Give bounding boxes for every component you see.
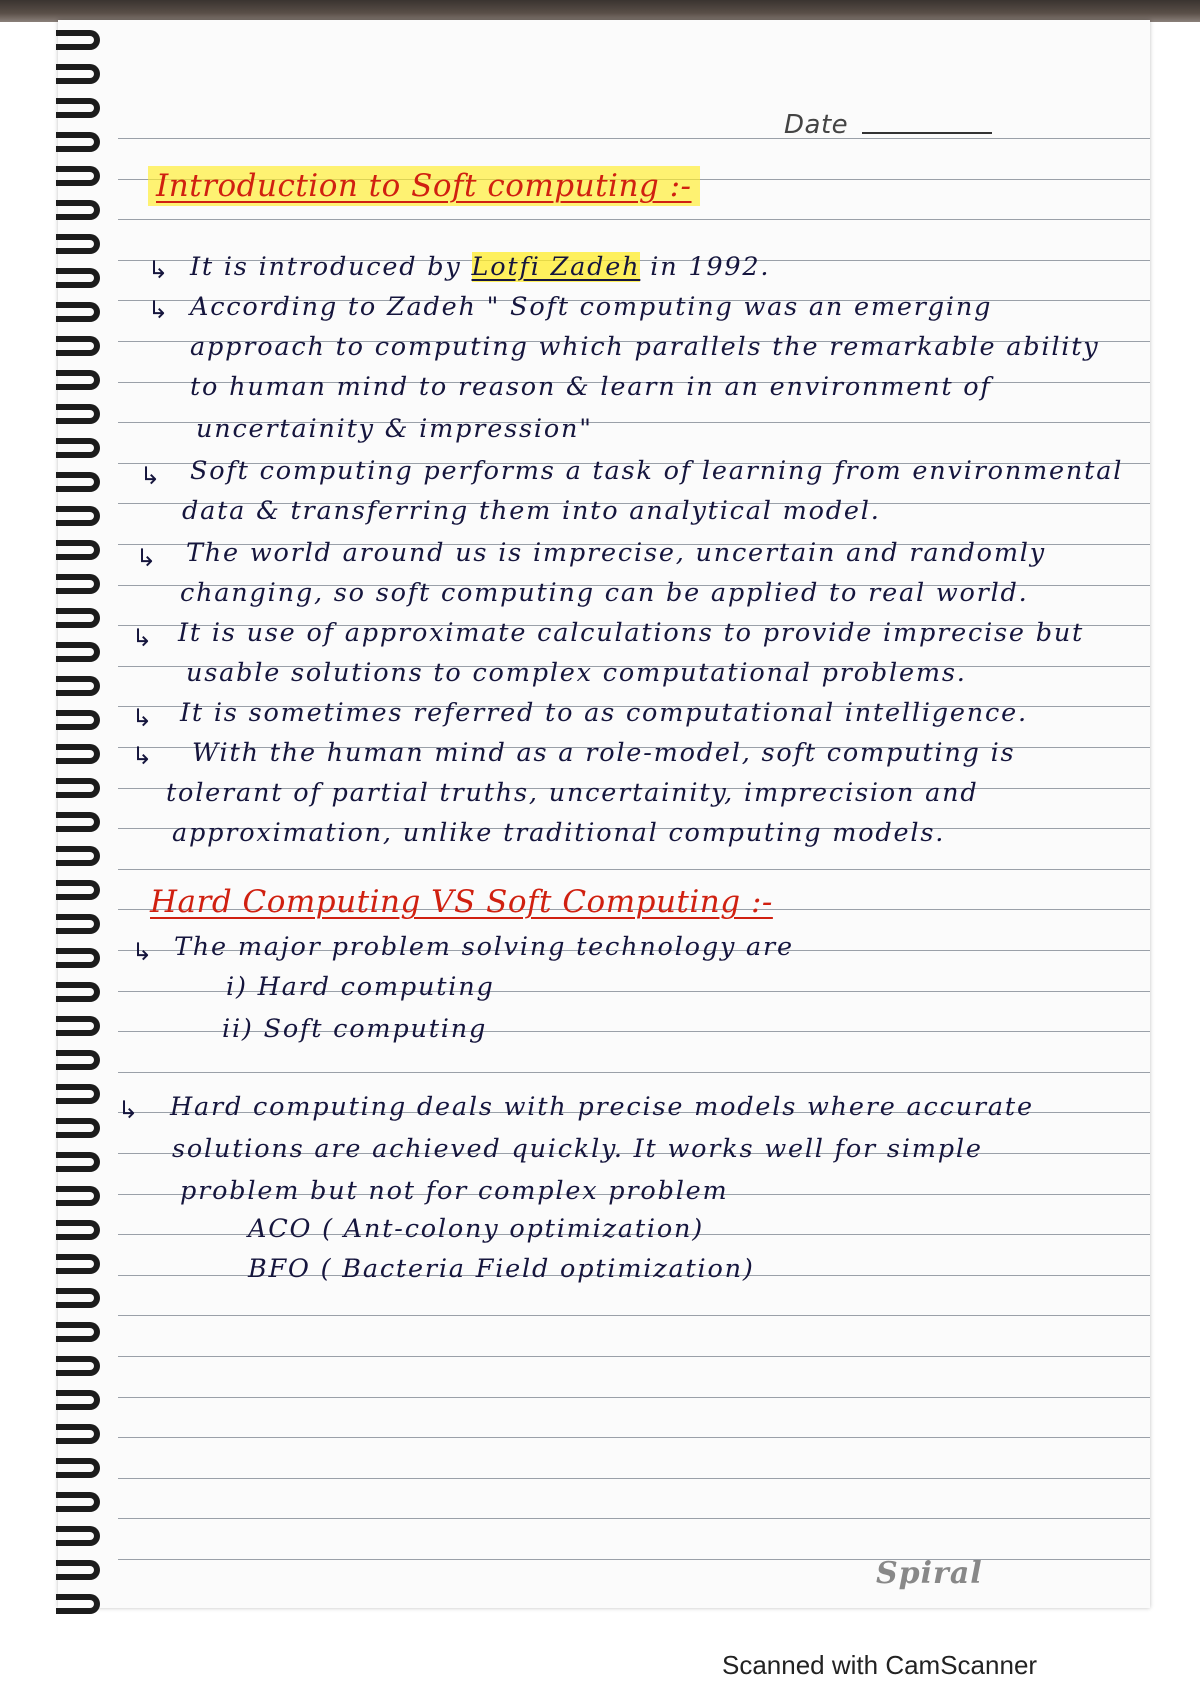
scan-top-edge xyxy=(0,0,1200,22)
bullet-arrow-icon: ↳ xyxy=(136,544,157,572)
spiral-ring xyxy=(56,710,100,730)
spiral-ring xyxy=(56,302,100,322)
spiral-ring xyxy=(56,812,100,832)
spiral-ring xyxy=(56,166,100,186)
ruled-line xyxy=(118,1356,1150,1357)
spiral-ring xyxy=(56,1220,100,1240)
text-line: It is sometimes referred to as computational intelligence. xyxy=(180,698,1028,728)
spiral-ring xyxy=(56,506,100,526)
ruled-line xyxy=(118,1315,1150,1316)
text-line: It is introduced by Lotfi Zadeh in 1992. xyxy=(190,252,771,282)
spiral-ring xyxy=(56,1152,100,1172)
section2-title: Hard Computing VS Soft Computing :- xyxy=(150,884,773,920)
spiral-ring xyxy=(56,1390,100,1410)
list-item: i) Hard computing xyxy=(226,972,495,1002)
spiral-ring xyxy=(56,1526,100,1546)
text-line: tolerant of partial truths, uncertainity, imprecision and xyxy=(166,778,979,808)
spiral-ring xyxy=(56,1322,100,1342)
text-line: Soft computing performs a task of learning from environmental xyxy=(190,456,1124,486)
text-line: BFO ( Bacteria Field optimization) xyxy=(248,1254,755,1284)
spiral-ring xyxy=(56,914,100,934)
spiral-ring xyxy=(56,438,100,458)
list-item: ii) Soft computing xyxy=(222,1014,488,1044)
text-line: With the human mind as a role-model, soft computing is xyxy=(192,738,1016,768)
ruled-line xyxy=(118,1437,1150,1438)
spiral-ring xyxy=(56,880,100,900)
spiral-ring xyxy=(56,336,100,356)
scanner-watermark: Scanned with CamScanner xyxy=(722,1650,1038,1680)
spiral-ring xyxy=(56,370,100,390)
spiral-ring xyxy=(56,1288,100,1308)
spiral-ring xyxy=(56,268,100,288)
text-line: usable solutions to complex computational problems. xyxy=(186,658,967,688)
spiral-ring xyxy=(56,1016,100,1036)
spiral-ring xyxy=(56,1424,100,1444)
bullet-arrow-icon: ↳ xyxy=(148,296,169,324)
text-line: uncertainity & impression" xyxy=(196,414,593,444)
spiral-ring xyxy=(56,608,100,628)
spiral-ring xyxy=(56,1560,100,1580)
ruled-line xyxy=(118,1478,1150,1479)
bullet-arrow-icon: ↳ xyxy=(132,624,153,652)
text-line: problem but not for complex problem xyxy=(180,1176,729,1206)
bullet-arrow-icon: ↳ xyxy=(132,938,153,966)
text-line: approach to computing which parallels the remarkable ability xyxy=(190,332,1100,362)
spiral-ring xyxy=(56,200,100,220)
bullet-arrow-icon: ↳ xyxy=(148,256,169,284)
spiral-ring xyxy=(56,472,100,492)
ruled-line xyxy=(118,1397,1150,1398)
spiral-ring xyxy=(56,1186,100,1206)
spiral-ring xyxy=(56,1084,100,1104)
spiral-ring xyxy=(56,132,100,152)
section1-heading xyxy=(148,168,700,204)
highlighted-name: Lotfi Zadeh xyxy=(471,252,641,282)
section2-heading xyxy=(150,884,773,920)
date-label: Date xyxy=(784,110,849,140)
spiral-ring xyxy=(56,1356,100,1376)
spiral-ring xyxy=(56,540,100,560)
text-line: The major problem solving technology are xyxy=(174,932,794,962)
text-line: The world around us is imprecise, uncertain and randomly xyxy=(186,538,1046,568)
ruled-line xyxy=(118,869,1150,870)
text-line: to human mind to reason & learn in an environment of xyxy=(190,372,992,402)
ruled-line xyxy=(118,1518,1150,1519)
spiral-ring xyxy=(56,1254,100,1274)
spiral-ring xyxy=(56,846,100,866)
ruled-line xyxy=(118,1072,1150,1073)
spiral-binding xyxy=(56,0,116,1698)
spiral-ring xyxy=(56,676,100,696)
text-line: ACO ( Ant-colony optimization) xyxy=(248,1214,704,1244)
bullet-arrow-icon: ↳ xyxy=(118,1096,139,1124)
spiral-ring xyxy=(56,30,100,50)
text-line: According to Zadeh " Soft computing was an emerging xyxy=(190,292,993,322)
text-line: solutions are achieved quickly. It works well for simple xyxy=(172,1134,983,1164)
ruled-line xyxy=(118,138,1150,139)
text-line: Hard computing deals with precise models where accurate xyxy=(170,1092,1034,1122)
spiral-ring xyxy=(56,98,100,118)
spiral-ring xyxy=(56,642,100,662)
spiral-ring xyxy=(56,234,100,254)
spiral-ring xyxy=(56,1050,100,1070)
spiral-ring xyxy=(56,982,100,1002)
section1-title: Introduction to Soft computing :- xyxy=(156,168,692,204)
bullet-arrow-icon: ↳ xyxy=(132,742,153,770)
spiral-ring xyxy=(56,1492,100,1512)
spiral-ring xyxy=(56,778,100,798)
spiral-ring xyxy=(56,1458,100,1478)
spiral-ring xyxy=(56,574,100,594)
spiral-ring xyxy=(56,744,100,764)
bullet-arrow-icon: ↳ xyxy=(140,462,161,490)
text-line: data & transferring them into analytical model. xyxy=(182,496,881,526)
bullet-arrow-icon: ↳ xyxy=(132,704,153,732)
ruled-line xyxy=(118,219,1150,220)
spiral-ring xyxy=(56,64,100,84)
ruled-line xyxy=(118,1559,1150,1560)
text-line: changing, so soft computing can be applied to real world. xyxy=(180,578,1029,608)
text-line: It is use of approximate calculations to provide imprecise but xyxy=(178,618,1085,648)
spiral-ring xyxy=(56,1118,100,1138)
spiral-ring xyxy=(56,1594,100,1614)
notebook-brand-logo: Spiral xyxy=(876,1556,983,1591)
spiral-ring xyxy=(56,404,100,424)
text-line: approximation, unlike traditional computing models. xyxy=(172,818,946,848)
spiral-ring xyxy=(56,948,100,968)
date-blank-line xyxy=(862,132,992,134)
